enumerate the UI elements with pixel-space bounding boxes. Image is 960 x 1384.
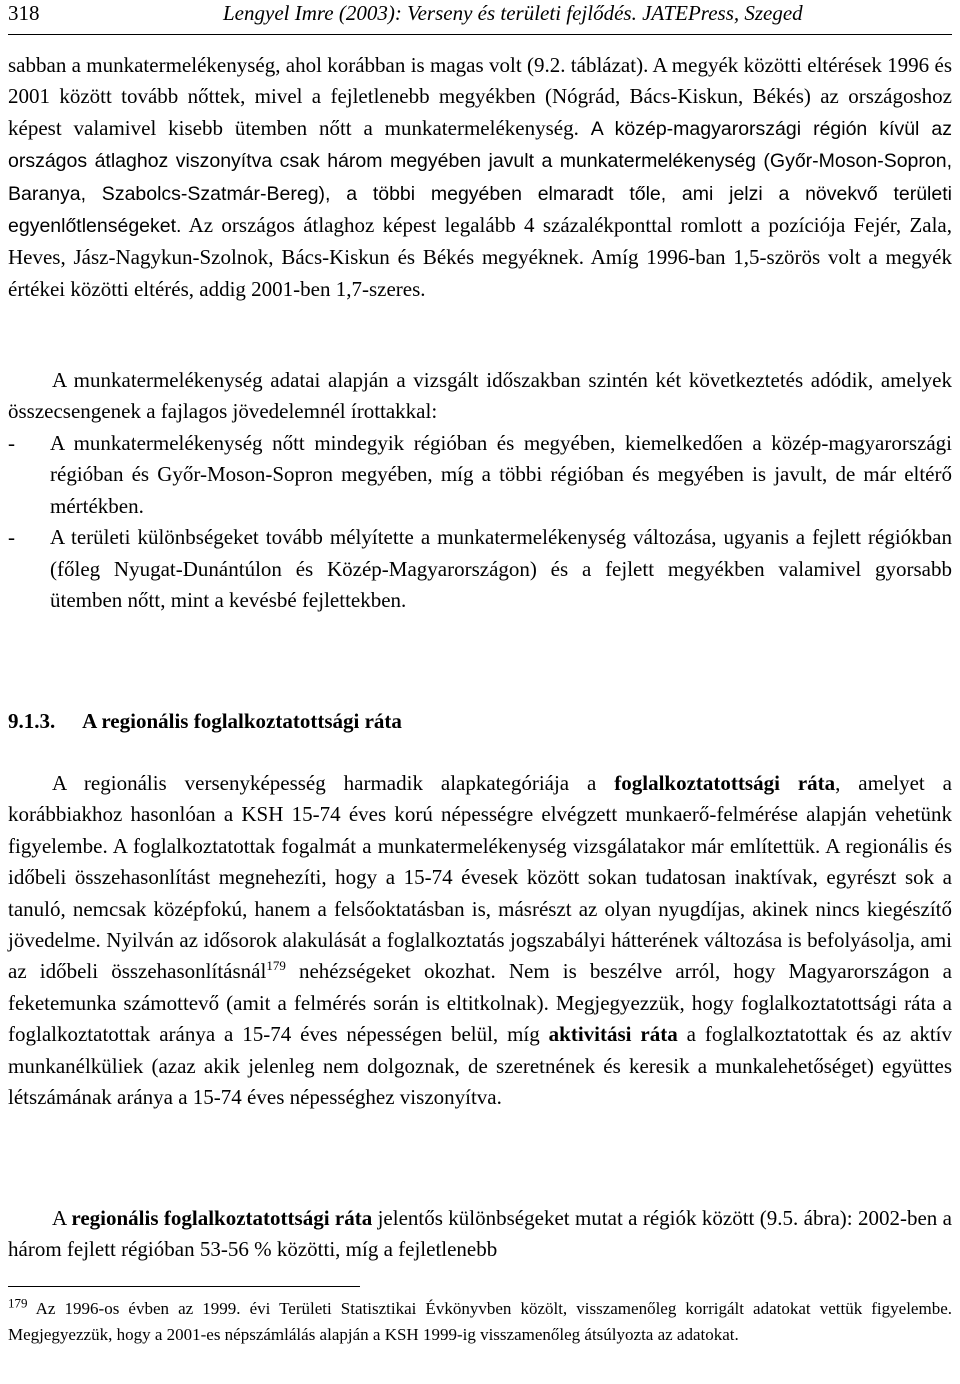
bullet-item-1 [8,428,952,522]
bullet-2-text: A területi különbségeket tovább mélyítette a munkatermelékenység változása, ugyanis a fejlett régiókban (főleg Nyugat-Dunántúlon és Közép-Magyarországon) és a fejlett megyékben valamivel gyorsabb ütemben nőtt, mint a kevésbé fejlettekben. [50,525,952,613]
paragraph-1-sans-text: A közép-magyarországi régión kívül az országos átlaghoz viszonyítva csak három megyében javult a munkatermelékenység (Győr-Moson-Sopron, Baranya, Szabolcs-Szatmár-Bereg), a többi megyében elmaradt tőle, ami jelzi a növekvő területi egyenlőtlenségeket. [8,117,952,238]
header-rule [8,34,952,35]
section-number: 9.1.3. [8,709,56,733]
section-heading [8,706,952,736]
paragraph-1-serif-text: sabban a munkatermelékenység, ahol korábban is magas volt (9.2. táblázat). A megyék közötti eltérések 1996 és 2001 között tovább nőttek, mivel a fejletlenebb megyékben (Nógrád, Bács-Kiskun, Békés) az országoshoz képest valamivel kisebb ütemben nőtt a munkatermelékenység. [8,53,952,140]
body-paragraph-1 [8,50,952,305]
page-number: 318 [8,1,40,25]
bullet-dash: - [8,525,15,550]
bullet-1-text: A munkatermelékenység nőtt mindegyik régióban és megyében, kiemelkedően a közép-magyarországi régióban és Győr-Moson-Sopron megyében, míg a többi régióban és megyében is javult, de már eltérő mértékben. [50,431,952,518]
paragraph-3-text-2: , amelyet a korábbiakhoz hasonlóan a KSH 15-74 éves korú népességre elvégzett munkaerő-felmérése alapján vehetünk figyelembe. A foglalkoztatottak fogalmát a munkatermelékenység vizsgálatakor már említettük. A regionális és időbeli összehasonlítást megnehezíti, hogy a 15-74 évesek között sokan tudatosan inaktívak, egyrészt sok a tanuló, nemcsak középfokú, hanem a felsőoktatásban is, másrészt az olyan nyugdíjas, akinek nincs kiegészítő jövedelme. Nyilván az idősorok alakulását a foglalkoztatás jogszabályi hátterének változása is befolyásolja, ami az időbeli összehasonlításnál [8,771,952,984]
term-activity-rate: aktivitási ráta [548,1022,678,1047]
bullet-item-2 [8,522,952,616]
footnote-separator [8,1286,360,1287]
body-paragraph-2 [8,365,952,428]
term-regional-employment-rate: regionális foglalkoztatottsági ráta [71,1206,373,1230]
bullet-list [8,428,952,616]
footnote-mark: 179 [8,1295,28,1311]
paragraph-4-text-2: jelentős különbségeket mutat a régiók között (9.5. ábra): 2002-ben a három fejlett régióban 53-56 % közötti, míg a fejletlenebb [8,1206,952,1262]
paragraph-4-text-1: A [52,1206,72,1230]
paragraph-3-text-1: A regionális versenyképesség harmadik alapkategóriája a [52,771,615,795]
page-header [8,0,952,30]
paragraph-2-text: A munkatermelékenység adatai alapján a vizsgált időszakban szintén két következtetés adódik, amelyek összecsengenek a fajlagos jövedelemnél írottakkal: [8,368,952,424]
footnote-reference[interactable]: 179 [266,958,286,974]
paragraph-1-rest-text: Az országos átlaghoz képest legalább 4 százalékponttal romlott a pozíciója Fejér, Zala, Heves, Jász-Nagykun-Szolnok, Bács-Kiskun és Békés megyéknek. Amíg 1996-ban 1,5-szörös volt a megyék értékei közötti eltérés, addig 2001-ben 1,7-szeres. [8,213,953,301]
term-employment-rate: foglalkoztatottsági ráta [614,771,836,795]
paragraph-3-text-3: nehézségeket okozhat. Nem is beszélve arról, hogy Magyarországon a feketemunka számottevő (amit a felmérés során is eltitkolnak). Megjegyezzük, hogy foglalkoztatottsági ráta a foglalkoztatottak aránya a 15-74 éves népességen belül, míg [8,959,952,1047]
footnote-text: Az 1996-os évben az 1999. évi Területi Statisztikai Évkönyvben közölt, visszamenőleg korrigált adatokat vettük figyelembe. Megjegyezzük, hogy a 2001-es népszámlálás alapján a KSH 1999-ig visszamenőleg átsúlyozta az adatokat. [8,1299,952,1344]
footnote [8,1296,952,1348]
body-paragraph-4 [8,1203,952,1266]
section-title: A regionális foglalkoztatottsági ráta [82,709,402,733]
body-paragraph-3 [8,768,952,1113]
paragraph-3-text-4: a foglalkoztatottak és az aktív munkanélküliek (azaz akik jelenleg nem dolgoznak, de szeretnének és keresik a munkalehetőséget) együttes létszámának aránya a 15-74 éves népességhez viszonyítva. [8,1022,953,1110]
running-title: Lengyel Imre (2003): Verseny és területi fejlődés. JATEPress, Szeged [223,1,803,25]
bullet-dash: - [8,431,15,455]
